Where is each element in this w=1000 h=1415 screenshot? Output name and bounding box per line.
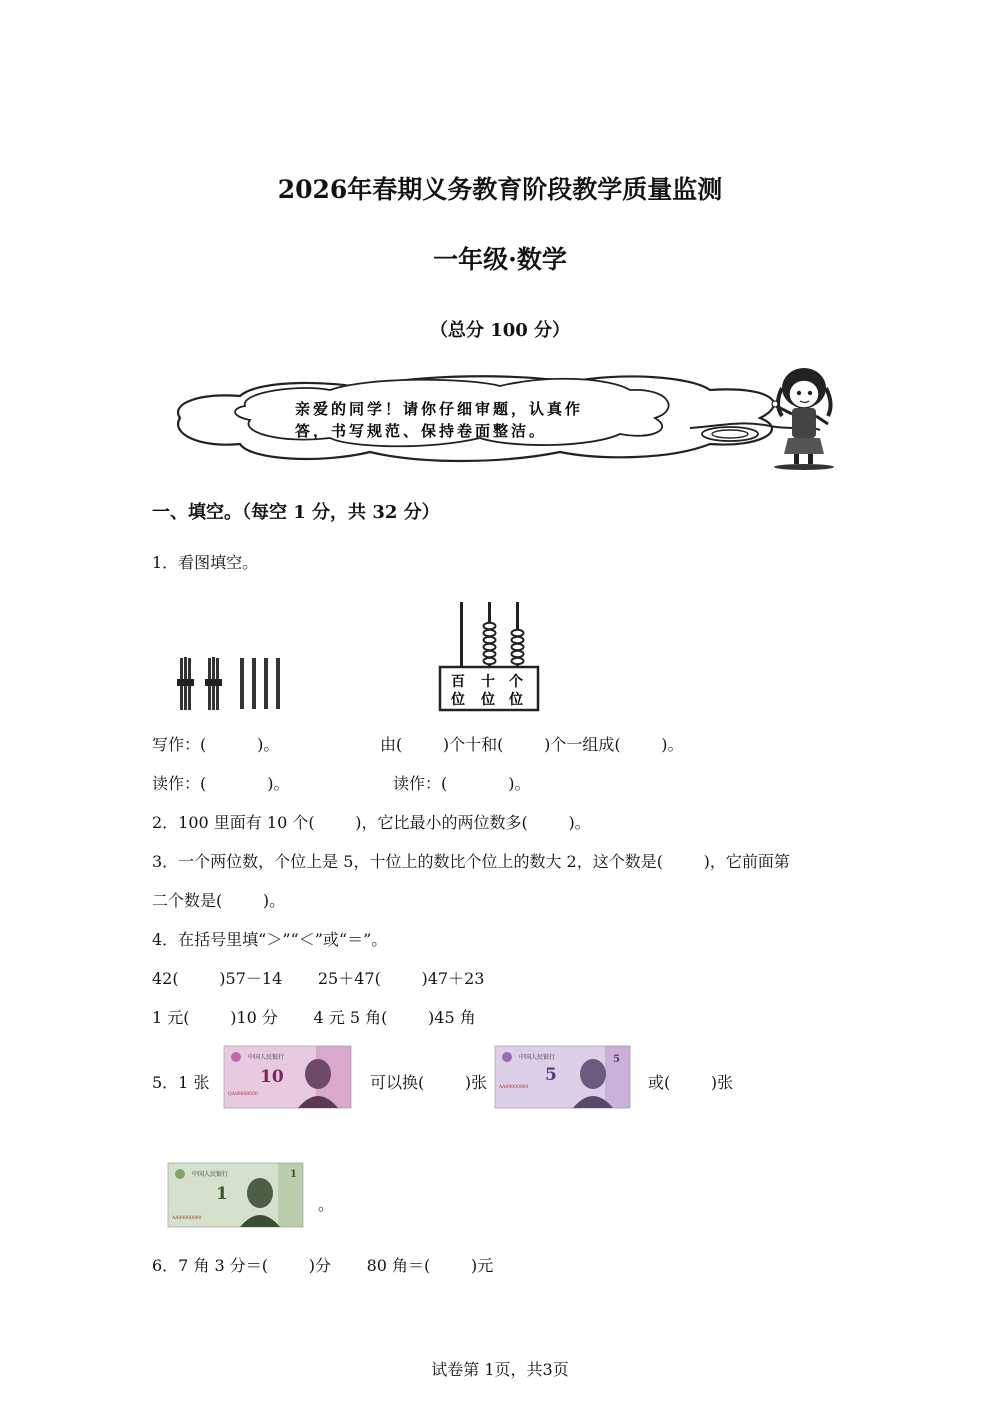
q1-write-line: 写作：( )。 — [152, 735, 280, 754]
cloud-banner — [170, 368, 850, 478]
question-4-row-2: 1 元( )10 分 4 元 5 角( )45 角 — [152, 1008, 476, 1027]
page-footer: 试卷第 1页，共3页 — [431, 1360, 569, 1379]
svg-text:1: 1 — [216, 1184, 228, 1204]
question-4-prompt: 4．在括号里填“＞”“＜”或“＝”。 — [152, 930, 388, 949]
counting-sticks — [176, 655, 291, 713]
q1-compose-line: 由( )个十和( )个一组成( )。 — [380, 735, 684, 754]
single-stick — [252, 658, 256, 709]
stick-bundle-1 — [177, 657, 194, 710]
section-heading: 一、填空。（每空 1 分，共 32 分） — [152, 502, 440, 523]
svg-text:AA00000000: AA00000000 — [499, 1085, 529, 1090]
abacus-beads-tens — [484, 623, 496, 664]
svg-text:5: 5 — [545, 1065, 557, 1085]
abacus-label: 个 — [509, 674, 523, 690]
question-5-part-2: 可以换( )张 — [370, 1073, 488, 1092]
question-5-end: 。 — [318, 1195, 335, 1214]
abacus-label: 十 — [481, 674, 495, 690]
single-stick — [276, 658, 280, 709]
svg-text:5: 5 — [613, 1054, 620, 1065]
exam-title: 2026年春期义务教育阶段教学质量监测 — [277, 175, 723, 204]
banknote-5-yuan — [495, 1046, 630, 1108]
stick-bundle-2 — [205, 657, 222, 710]
girl-illustration — [768, 366, 843, 471]
svg-text:中国人民银行: 中国人民银行 — [248, 1054, 285, 1061]
banner-line-2: 答，书写规范、保持卷面整洁。 — [295, 422, 548, 440]
total-score-note: （总分 100 分） — [429, 320, 571, 341]
question-6: 6．7 角 3 分＝( )分 80 角＝( )元 — [152, 1256, 494, 1275]
q1-read-line-a: 读作：( )。 — [152, 774, 290, 793]
svg-text:AA00000000: AA00000000 — [172, 1216, 202, 1221]
exam-subtitle: 一年级·数学 — [433, 245, 567, 274]
abacus-beads-ones — [512, 630, 524, 664]
question-5-part-1: 5．1 张 — [152, 1073, 210, 1092]
question-1-prompt: 1．看图填空。 — [152, 553, 259, 572]
banner-line-1: 亲爱的同学！请你仔细审题，认真作 — [295, 400, 584, 418]
svg-text:QA00000000: QA00000000 — [228, 1092, 258, 1097]
banknote-1-yuan — [168, 1163, 303, 1227]
single-stick — [264, 658, 268, 709]
abacus-label: 位 — [451, 692, 465, 708]
banknote-10-yuan — [224, 1046, 351, 1108]
q1-read-line-b: 读作：( )。 — [393, 774, 531, 793]
single-stick — [240, 658, 244, 709]
abacus-label: 位 — [481, 692, 495, 708]
abacus-label: 百 — [451, 674, 465, 690]
question-3-line-2: 二个数是( )。 — [152, 891, 286, 910]
svg-text:中国人民银行: 中国人民银行 — [519, 1054, 556, 1061]
svg-text:1: 1 — [290, 1169, 297, 1180]
question-2: 2．100 里面有 10 个( )，它比最小的两位数多( )。 — [152, 813, 591, 832]
abacus-label: 位 — [509, 692, 523, 708]
question-3-line-1: 3．一个两位数，个位上是 5，十位上的数比个位上的数大 2，这个数是( )，它前面第 — [152, 852, 790, 871]
question-4-row-1: 42( )57－14 25＋47( )47＋23 — [152, 969, 485, 988]
question-5-part-3: 或( )张 — [648, 1073, 734, 1092]
abacus — [438, 600, 540, 712]
svg-text:10: 10 — [260, 1067, 284, 1087]
svg-text:中国人民银行: 中国人民银行 — [192, 1171, 229, 1178]
